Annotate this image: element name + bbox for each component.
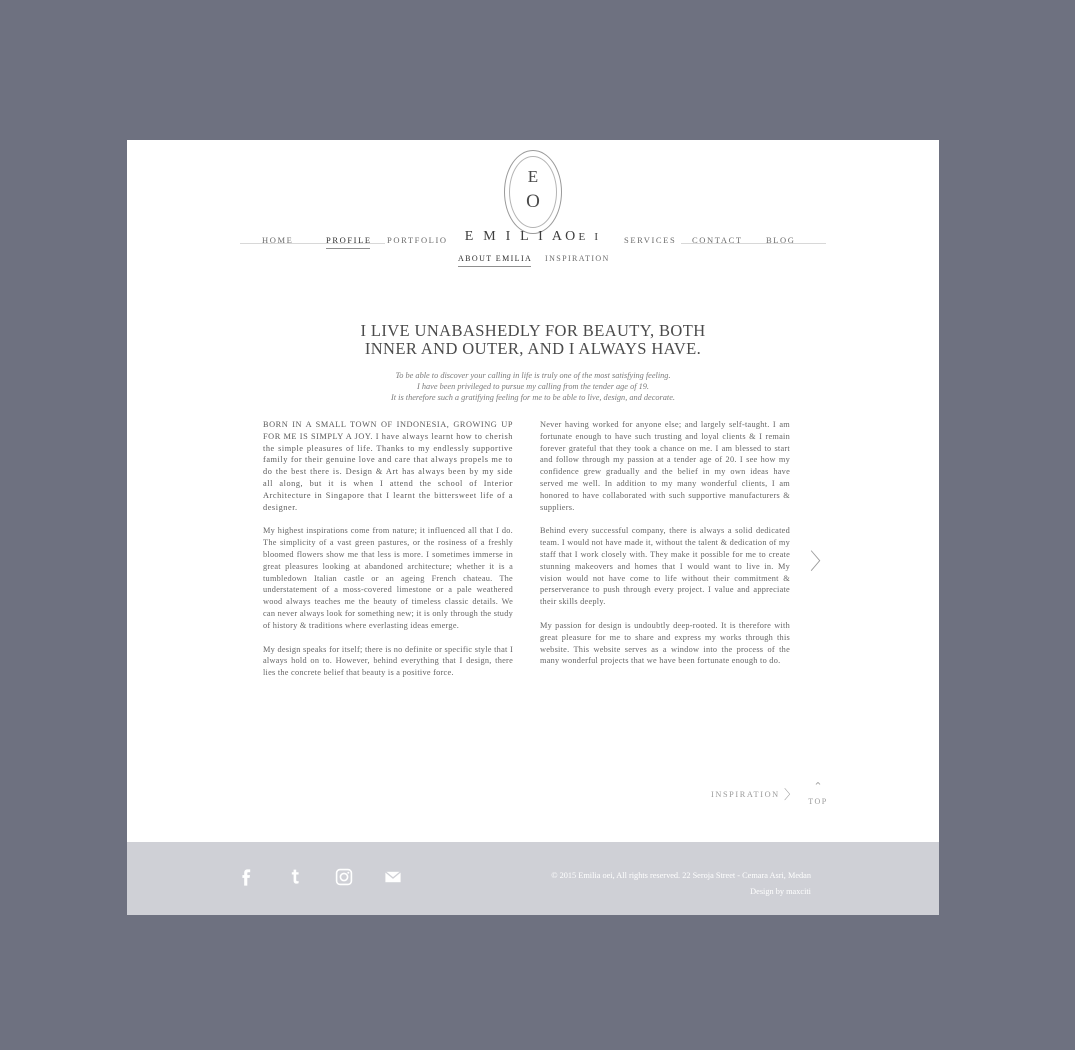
nav-item-portfolio[interactable]: PORTFOLIO: [387, 235, 448, 245]
next-page-link-inspiration[interactable]: INSPIRATION: [711, 790, 780, 799]
logo-letter-e: E: [527, 167, 539, 186]
chevron-up-icon: ⌃: [813, 781, 823, 793]
twitter-icon[interactable]: [284, 866, 306, 888]
page-subtitle-line-1: To be able to discover your calling in life is truly one of the most satisfying feeling.: [395, 371, 671, 380]
secondary-navigation: [127, 254, 939, 272]
body-column-left: [263, 419, 513, 691]
body-paragraph: My highest inspirations come from nature; it influenced all that I do. The simplicity of a vast green pastures, or the rosiness of a freshly bloomed flowers show me that less is more. I sometimes immerse in great pleasures looking at abandoned architecture; whether it is a tumbledown Italian castle or an ageing French chateau. The understatement of a moss-covered limestone or a pale weathered wood always teaches me the beauty of timeless classic details. We can never always look for something new; it is only through the study of history & traditions where everlasting ideas emerge.: [263, 526, 513, 630]
facebook-icon[interactable]: [235, 866, 257, 888]
logo[interactable]: [504, 150, 562, 234]
website-container: [127, 140, 939, 915]
footer-copyright: [551, 868, 811, 900]
subnav-item-about-emilia[interactable]: ABOUT EMILIA: [458, 254, 533, 263]
page-subtitle-line-2: I have been privileged to pursue my calling from the tender age of 19.: [417, 381, 649, 391]
back-to-top-label: TOP: [808, 797, 828, 806]
next-page-chevron-icon[interactable]: 〉: [810, 549, 833, 574]
bottom-navigation: [127, 780, 939, 820]
subnav-item-inspiration[interactable]: INSPIRATION: [545, 254, 610, 263]
email-icon[interactable]: [382, 866, 404, 888]
body-paragraph: Behind every successful company, there is always a solid dedicated team. I would not have made it, without the talent & dedication of my staff that I work closely with. They make it possible for me to create stunning makeovers and homes that I would want to live in. My vision would not have come to life without their commitment & perserverance to push through every project. I value and appreciate their skills deeply.: [540, 526, 790, 607]
body-paragraph: My passion for design is undoubtly deep-rooted. It is therefore with great pleasure for me to share and express my works through this website. This website serves as a window into the process of the many wonderful projects that we have been fortunate enough to do.: [540, 620, 790, 666]
logo-letter-o: O: [526, 191, 540, 212]
page-subtitle-line-3: It is therefore such a gratifying feeling for me to be able to live, design, and decorate.: [391, 392, 675, 402]
chevron-right-icon[interactable]: 〉: [784, 787, 798, 802]
nav-item-contact[interactable]: CONTACT: [692, 235, 743, 245]
body-paragraph: BORN IN A SMALL TOWN OF INDONESIA, GROWING UP FOR ME IS SIMPLY A JOY. I have always learnt how to cherish the simple pleasures of life. Thanks to my endlessly supportive family for their genuine love and care that always propels me to do the best there is. Design & Art has always been by my side all along, but it is when I attend the school of Interior Architecture in Singapore that I learnt the bittersweet life of a designer.: [263, 420, 513, 512]
nav-item-home[interactable]: HOME: [262, 235, 294, 245]
credit-text: Design by maxciti: [750, 887, 811, 896]
social-links: [235, 866, 404, 888]
nav-item-profile[interactable]: PROFILE: [326, 235, 372, 245]
body-paragraph: Never having worked for anyone else; and largely self-taught. I am fortunate enough to have such trusting and loyal clients & I remain forever grateful that they took a chance on me. I am blessed to start and follow through my passion at a tender age of 20. I see how my confidence grew gradually and the belief in my own ideas have served me well. In addition to my many wonderful clients, I am honored to have collaborated with such supportive manufacturers & suppliers.: [540, 420, 790, 512]
wordmark-first: E M I L I A: [464, 229, 566, 244]
page-title-line-2: INNER AND OUTER, AND I ALWAYS HAVE.: [364, 338, 702, 358]
site-header: [127, 140, 939, 265]
wordmark-second: O: [565, 229, 579, 244]
body-column-right: [540, 419, 790, 679]
wordmark-second-rest: E I: [578, 231, 602, 243]
page-subtitle: [127, 371, 939, 403]
logo-ellipse-icon: [504, 150, 562, 234]
nav-item-services[interactable]: SERVICES: [624, 235, 677, 245]
page-title-line-1: I LIVE UNABASHEDLY FOR BEAUTY, BOTH: [360, 321, 706, 340]
primary-navigation: [127, 232, 939, 254]
instagram-icon[interactable]: [333, 866, 355, 888]
site-footer: [127, 842, 939, 915]
page-title: [127, 322, 939, 357]
body-paragraph: My design speaks for itself; there is no definite or specific style that I always hold on to. However, behind everything that I design, there lies the concrete belief that beauty is a positive force.: [263, 644, 513, 678]
back-to-top-button[interactable]: [800, 782, 836, 806]
nav-item-blog[interactable]: BLOG: [766, 235, 796, 245]
copyright-text: © 2015 Emilia oei, All rights reserved. 22 Seroja Street - Cemara Asri, Medan: [551, 871, 811, 880]
